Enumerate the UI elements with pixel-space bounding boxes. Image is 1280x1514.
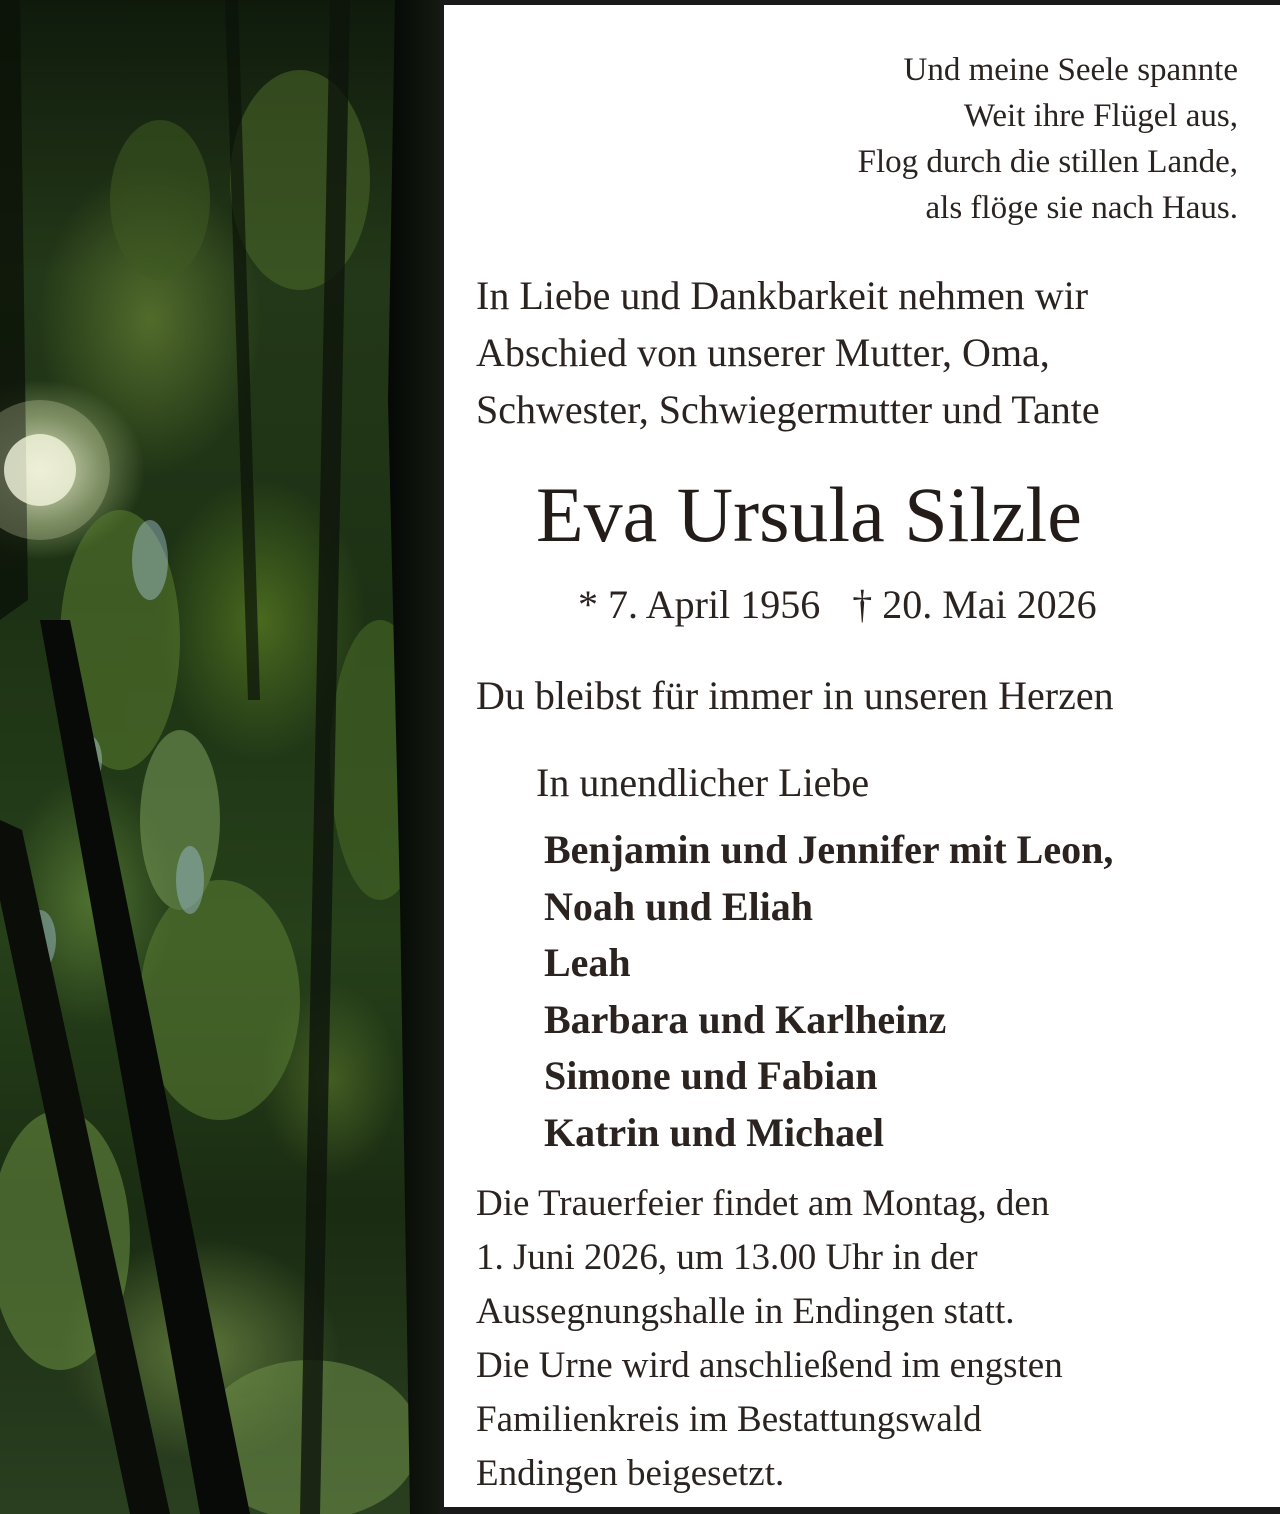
farewell-intro	[476, 267, 1100, 438]
signature-intro: In unendlicher Liebe	[536, 760, 870, 805]
intro-line: Schwester, Schwiegermutter und Tante	[476, 387, 1100, 432]
deceased-name: Eva Ursula Silzle	[536, 471, 1082, 558]
family-name-line: Simone und Fabian	[544, 1053, 878, 1098]
forest-trees-illustration	[0, 0, 440, 1514]
poem-line: Und meine Seele spannte	[903, 52, 1238, 88]
family-name-line: Katrin und Michael	[544, 1109, 885, 1155]
intro-line: Abschied von unserer Mutter, Oma,	[476, 330, 1050, 375]
service-line: Die Trauerfeier findet am Montag, den	[476, 1183, 1050, 1224]
family-signatures	[544, 822, 1113, 1161]
service-line: 1. Juni 2026, um 13.00 Uhr in der	[476, 1237, 978, 1278]
service-line: Aussegnungshalle in Endingen statt.	[476, 1291, 1015, 1332]
poem	[858, 47, 1238, 231]
service-details	[476, 1177, 1063, 1501]
family-name-line: Leah	[544, 940, 631, 985]
intro-line: In Liebe und Dankbarkeit nehmen wir	[476, 273, 1089, 318]
service-line: Endingen beigesetzt.	[476, 1453, 785, 1494]
family-name-line: Benjamin und Jennifer mit Leon,	[544, 827, 1114, 872]
service-line: Die Urne wird anschließend im engsten	[476, 1345, 1063, 1386]
forest-photo	[0, 0, 440, 1514]
birth-date: * 7. April 1956	[578, 582, 821, 627]
memorial-motto: Du bleibst für immer in unseren Herzen	[476, 673, 1114, 718]
family-name-line: Noah und Eliah	[544, 883, 814, 929]
death-date: † 20. Mai 2026	[852, 582, 1097, 627]
family-name-line: Barbara und Karlheinz	[544, 996, 947, 1042]
poem-line: Weit ihre Flügel aus,	[963, 98, 1238, 134]
notice-panel	[444, 5, 1280, 1507]
poem-line: als flöge sie nach Haus.	[925, 190, 1238, 226]
life-dates	[578, 580, 1097, 630]
poem-line: Flog durch die stillen Lande,	[857, 144, 1238, 180]
service-line: Familienkreis im Bestattungswald	[476, 1399, 982, 1440]
